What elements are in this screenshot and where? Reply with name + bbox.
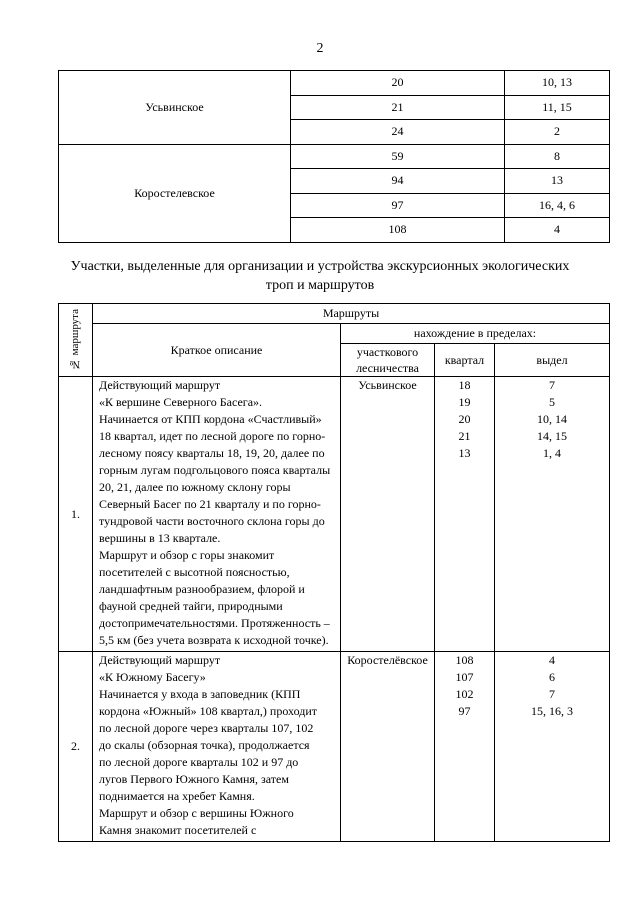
route-number: 2. (59, 652, 93, 842)
description-line: 18 квартал, идет по лесной дороге по горно- (99, 429, 326, 443)
heading-line: Участки, выделенные для организации и устройства экскурсионных экологических (70, 259, 570, 274)
description-line: «К вершине Северного Басега». (99, 395, 263, 409)
kvartal-cell: 59 (291, 144, 505, 169)
description-line: 20, 21, далее по южному склону горы (99, 480, 291, 494)
table-row (59, 652, 610, 842)
description-line: Камня знакомит посетителей с (99, 823, 257, 837)
description-line: Действующий маршрут (99, 653, 221, 667)
vydel-cell: 8 (505, 144, 610, 169)
kvartal-value: 20 (458, 412, 471, 426)
kvartal-cell: 21 (291, 95, 505, 120)
location-header: нахождение в пределах: (341, 324, 610, 344)
route-kvartaly (435, 377, 495, 652)
description-line: «К Южному Басегу» (99, 670, 206, 684)
description-line: Действующий маршрут (99, 378, 221, 392)
description-line: ландшафтным разнообразием, флорой и (99, 582, 305, 596)
kvartal-value: 21 (458, 429, 471, 443)
lesnichestvo-header: участкового лесничества (341, 344, 435, 377)
vydel-value: 6 (549, 670, 555, 684)
description-line: по лесной дороге кварталы 102 и 97 до (99, 755, 299, 769)
vydel-value: 1, 4 (543, 446, 561, 460)
kvartal-value: 102 (455, 687, 474, 701)
kvartal-value: 19 (458, 395, 471, 409)
kvartal-header: квартал (435, 344, 495, 377)
heading-line: троп и маршрутов (265, 278, 375, 293)
vydel-value: 15, 16, 3 (531, 704, 573, 718)
kvartal-cell: 108 (291, 218, 505, 243)
description-line: вершины в 13 квартале. (99, 531, 221, 545)
vydel-header: выдел (495, 344, 610, 377)
vydel-cell: 2 (505, 120, 610, 145)
description-line: Маршрут и обзор с горы знакомит (99, 548, 275, 562)
route-lesnichestvo: Усьвинское (341, 377, 435, 652)
routes-header: Маршруты (93, 304, 610, 324)
lesnichestvo-cell: Коростелевское (59, 144, 291, 242)
page-number: 2 (316, 41, 324, 56)
description-header: Краткое описание (93, 324, 341, 377)
table-row (59, 377, 610, 652)
description-line: лугов Первого Южного Камня, затем (99, 772, 289, 786)
route-description (93, 377, 341, 652)
route-vydely (495, 377, 610, 652)
route-vydely (495, 652, 610, 842)
vydel-cell: 11, 15 (505, 95, 610, 120)
route-lesnichestvo: Коростелёвское (341, 652, 435, 842)
description-line: Маршрут и обзор с вершины Южного (99, 806, 294, 820)
description-line: кордона «Южный» 108 квартал,) проходит (99, 704, 317, 718)
description-line: Северный Басег по 21 кварталу и по горно- (99, 497, 321, 511)
kvartal-value: 18 (458, 378, 471, 392)
description-line: фауной средней тайги, природными (99, 599, 283, 613)
description-line: по лесной дороге через кварталы 107, 102 (99, 721, 314, 735)
kvartal-value: 13 (458, 446, 471, 460)
vydel-value: 7 (549, 687, 555, 701)
vydel-cell: 4 (505, 218, 610, 243)
description-line: лесному поясу кварталы 18, 19, 20, далее по (99, 446, 325, 460)
vydel-cell: 10, 13 (505, 71, 610, 96)
routes-table (58, 303, 610, 842)
route-description (93, 652, 341, 842)
vydel-value: 7 (549, 378, 555, 392)
route-number-header-text: № маршрута (69, 309, 81, 371)
description-line: горным лугам подгольцового пояса кварталы (99, 463, 331, 477)
vydel-value: 14, 15 (537, 429, 567, 443)
description-line: Начинается у входа в заповедник (КПП (99, 687, 301, 701)
vydel-cell: 13 (505, 169, 610, 194)
description-line: до скалы (обзорная точка), продолжается (99, 738, 310, 752)
forest-table (58, 70, 610, 243)
kvartal-value: 107 (455, 670, 474, 684)
section-heading (0, 257, 640, 295)
kvartal-value: 108 (455, 653, 474, 667)
vydel-cell: 16, 4, 6 (505, 193, 610, 218)
description-line: тундровой части восточного склона горы до (99, 514, 325, 528)
kvartal-cell: 24 (291, 120, 505, 145)
vydel-value: 4 (549, 653, 555, 667)
route-number-header (59, 304, 93, 377)
route-number: 1. (59, 377, 93, 652)
description-line: достопримечательностями. Протяженность – (99, 616, 330, 630)
vydel-value: 5 (549, 395, 555, 409)
kvartal-value: 97 (458, 704, 471, 718)
description-line: посетителей с высотной поясностью, (99, 565, 290, 579)
description-line: Начинается от КПП кордона «Счастливый» (99, 412, 322, 426)
kvartal-cell: 94 (291, 169, 505, 194)
lesnichestvo-cell: Усьвинское (59, 71, 291, 145)
kvartal-cell: 20 (291, 71, 505, 96)
kvartal-cell: 97 (291, 193, 505, 218)
description-line: поднимается на хребет Камня. (99, 789, 255, 803)
description-line: 5,5 км (без учета возврата к исходной точке). (99, 633, 329, 647)
route-kvartaly (435, 652, 495, 842)
vydel-value: 10, 14 (537, 412, 567, 426)
